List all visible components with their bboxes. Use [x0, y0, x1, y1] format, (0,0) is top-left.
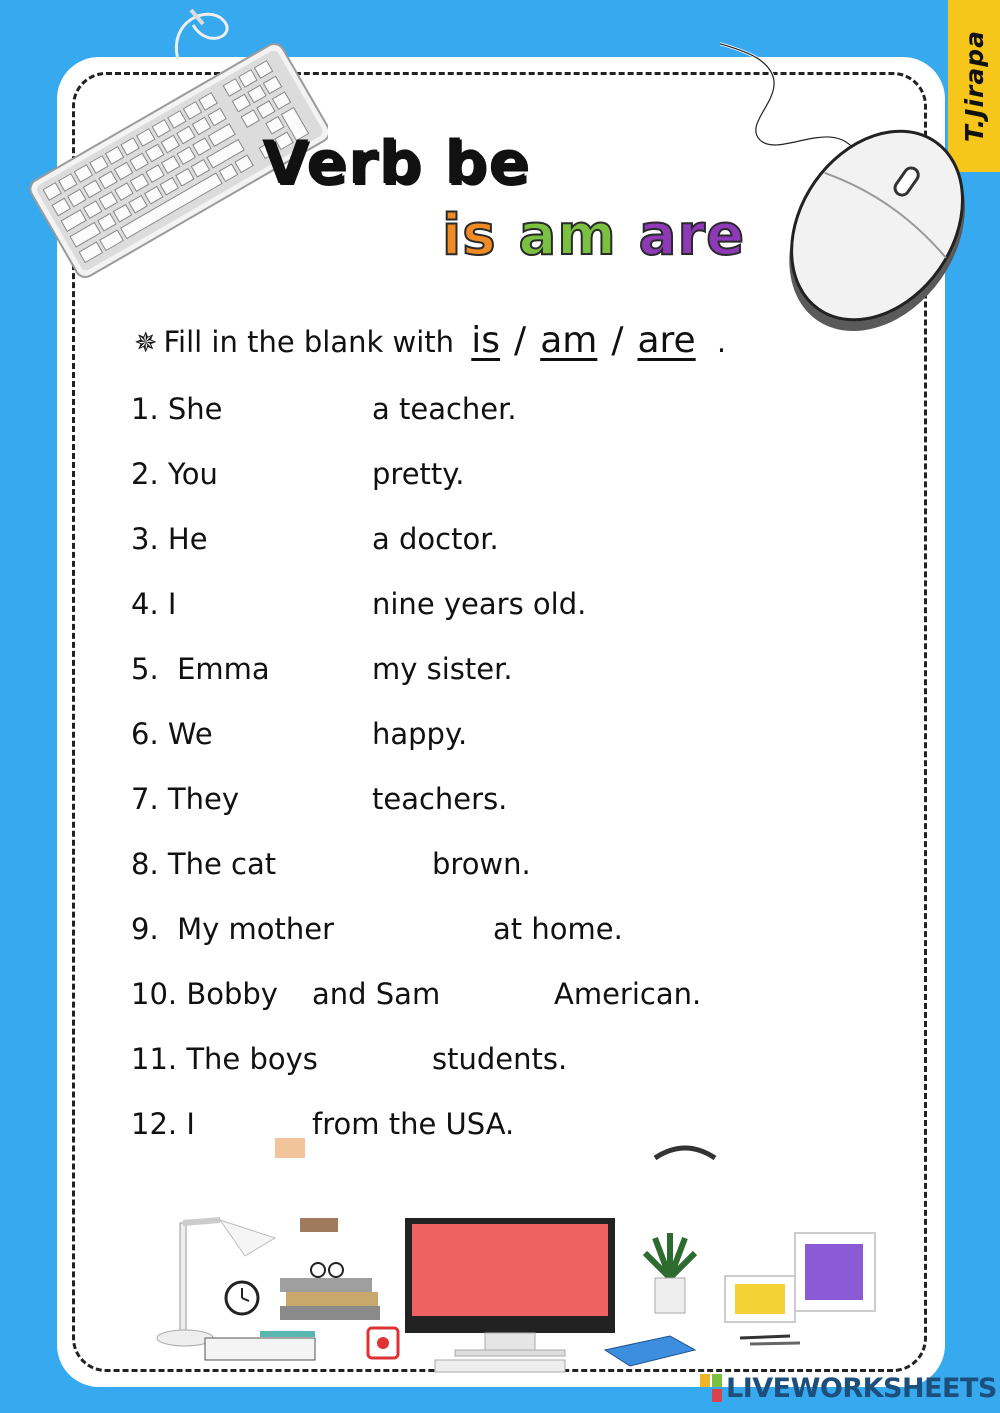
item-12-rest: from the USA.: [312, 1107, 515, 1141]
mouse-illustration: [720, 0, 1000, 340]
item-9-subject: 9. My mother: [131, 912, 335, 946]
instruction-text: Fill in the blank with: [163, 325, 455, 359]
item-5-subject: 5. Emma: [131, 652, 270, 686]
item-6-rest: happy.: [372, 717, 468, 751]
verb-forms-heading: [442, 203, 767, 268]
item-11-rest: students.: [432, 1042, 568, 1076]
option-am: am: [540, 320, 598, 361]
item-1-rest: a teacher.: [372, 392, 517, 426]
item-7-subject: 7. They: [131, 782, 239, 816]
footer-brand: LIVEWORKSHEETS: [726, 1373, 997, 1404]
option-is: is: [471, 320, 501, 361]
item-10-rest: American.: [554, 977, 702, 1011]
option-are: are: [637, 320, 696, 361]
separator: /: [611, 320, 624, 361]
desk-illustration: [150, 1138, 890, 1378]
item-10-subject: 10. Bobby: [131, 977, 278, 1011]
item-3-rest: a doctor.: [372, 522, 499, 556]
item-2-rest: pretty.: [372, 457, 465, 491]
liveworksheets-logo-icon: [700, 1374, 722, 1404]
item-9-rest: at home.: [493, 912, 623, 946]
worksheet-title: Verb be: [262, 128, 530, 198]
item-1-subject: 1. She: [131, 392, 223, 426]
item-11-subject: 11. The boys: [131, 1042, 318, 1076]
author-name: T.Jirapa: [959, 29, 989, 143]
footer: [700, 1373, 997, 1404]
instruction-end: .: [716, 325, 727, 359]
verb-form-is: is: [442, 203, 497, 268]
item-10-middle: and Sam: [312, 977, 441, 1011]
instruction: [134, 320, 726, 361]
verb-form-am: am: [518, 203, 617, 268]
item-8-rest: brown.: [432, 847, 531, 881]
item-7-rest: teachers.: [372, 782, 508, 816]
item-3-subject: 3. He: [131, 522, 208, 556]
sparkle-icon: ✵: [134, 326, 158, 359]
verb-form-are: are: [638, 203, 746, 268]
item-4-rest: nine years old.: [372, 587, 587, 621]
item-12-subject: 12. I: [131, 1107, 195, 1141]
separator: /: [514, 320, 527, 361]
item-4-subject: 4. I: [131, 587, 177, 621]
item-6-subject: 6. We: [131, 717, 213, 751]
item-5-rest: my sister.: [372, 652, 513, 686]
item-8-subject: 8. The cat: [131, 847, 277, 881]
item-2-subject: 2. You: [131, 457, 218, 491]
